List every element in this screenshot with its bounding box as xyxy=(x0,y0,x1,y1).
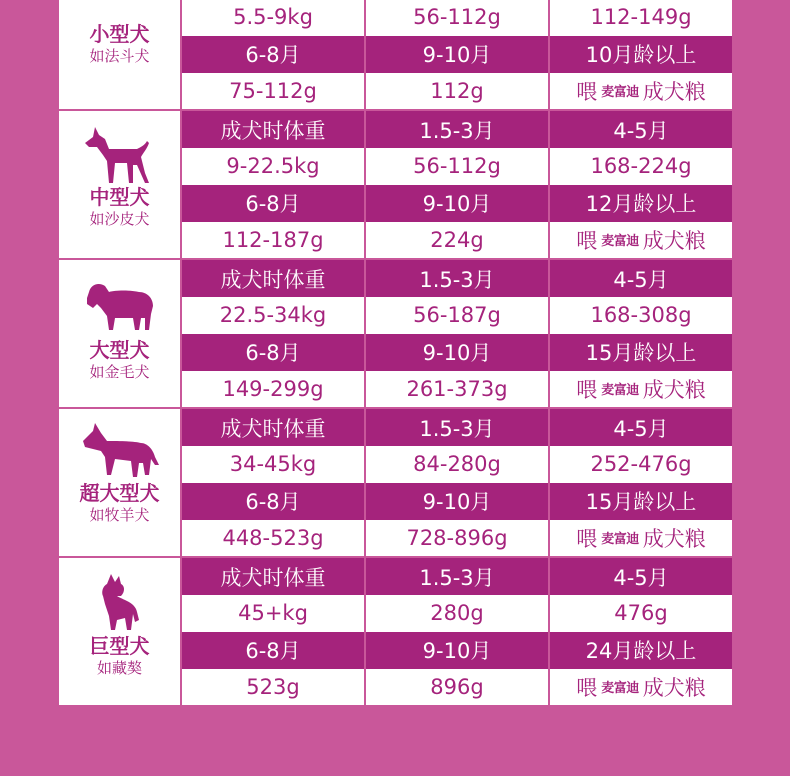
brand-logo: 麦富迪 xyxy=(601,85,639,101)
table-cell: 6-8月 xyxy=(182,185,366,222)
table-cell: 6-8月 xyxy=(182,632,366,669)
table-row xyxy=(182,148,732,185)
feed-suffix: 成犬粮 xyxy=(642,79,706,104)
table-cell: 9-10月 xyxy=(366,483,550,520)
table-cell: 476g xyxy=(614,601,668,626)
table-cell: 896g xyxy=(366,669,550,706)
feed-suffix: 成犬粮 xyxy=(642,675,706,700)
group-rows xyxy=(182,558,732,705)
table-row xyxy=(182,334,732,371)
table-cell: 45+kg xyxy=(182,595,366,632)
table-row xyxy=(182,446,732,483)
table-row xyxy=(182,73,732,110)
breed-group-small xyxy=(59,0,732,111)
table-cell: 728-896g xyxy=(366,520,550,557)
table-row xyxy=(182,0,732,36)
breed-group-extra-large xyxy=(59,409,732,558)
table-cell: 168-308g xyxy=(590,303,692,328)
table-cell: 112-149g xyxy=(590,5,692,30)
group-rows xyxy=(182,260,732,407)
feed-cell xyxy=(550,520,732,557)
feed-prefix: 喂 xyxy=(576,228,598,253)
feed-cell xyxy=(550,222,732,259)
table-cell: 168-224g xyxy=(590,154,692,179)
table-row xyxy=(182,36,732,73)
breed-cell xyxy=(59,111,182,258)
table-cell: 4-5月 xyxy=(613,267,669,292)
breed-size-label: 中型犬 xyxy=(89,185,150,210)
group-rows xyxy=(182,0,732,109)
table-cell: 261-373g xyxy=(366,371,550,408)
shepherd-icon xyxy=(75,421,165,481)
feed-prefix: 喂 xyxy=(576,675,598,700)
table-row xyxy=(182,632,732,669)
table-cell: 149-299g xyxy=(182,371,366,408)
feed-prefix: 喂 xyxy=(576,377,598,402)
table-row xyxy=(182,260,732,297)
table-cell: 6-8月 xyxy=(182,36,366,73)
table-cell: 6-8月 xyxy=(182,483,366,520)
table-cell: 4-5月 xyxy=(613,565,669,590)
table-cell: 1.5-3月 xyxy=(366,558,550,595)
breed-size-label: 小型犬 xyxy=(89,22,150,47)
table-cell: 75-112g xyxy=(182,73,366,110)
table-cell: 1.5-3月 xyxy=(366,111,550,148)
breed-cell xyxy=(59,558,182,705)
retriever-icon xyxy=(75,278,165,338)
table-cell: 成犬时体重 xyxy=(182,558,366,595)
feeding-table xyxy=(59,0,732,707)
table-cell: 9-10月 xyxy=(366,334,550,371)
table-cell: 4-5月 xyxy=(613,416,669,441)
table-cell: 523g xyxy=(182,669,366,706)
feed-suffix: 成犬粮 xyxy=(642,228,706,253)
table-row xyxy=(182,297,732,334)
breed-size-label: 巨型犬 xyxy=(89,634,150,659)
brand-logo: 麦富迪 xyxy=(601,532,639,548)
table-row xyxy=(182,669,732,706)
table-cell: 15月龄以上 xyxy=(585,490,697,515)
breed-example-label: 如金毛犬 xyxy=(89,363,150,382)
brand-logo: 麦富迪 xyxy=(601,681,639,697)
table-cell: 9-22.5kg xyxy=(182,148,366,185)
table-cell: 1.5-3月 xyxy=(366,260,550,297)
table-cell: 9-10月 xyxy=(366,632,550,669)
group-rows xyxy=(182,111,732,258)
table-cell: 22.5-34kg xyxy=(182,297,366,334)
table-row xyxy=(182,185,732,222)
breed-size-label: 超大型犬 xyxy=(79,481,160,506)
breed-example-label: 如沙皮犬 xyxy=(89,210,150,229)
table-cell: 10月龄以上 xyxy=(585,43,697,68)
feed-cell xyxy=(550,371,732,408)
breed-group-medium xyxy=(59,111,732,260)
table-cell: 56-112g xyxy=(366,0,550,36)
table-cell: 252-476g xyxy=(590,452,692,477)
table-cell: 5.5-9kg xyxy=(182,0,366,36)
table-cell: 9-10月 xyxy=(366,36,550,73)
breed-example-label: 如法斗犬 xyxy=(89,47,150,66)
table-row xyxy=(182,409,732,446)
breed-example-label: 如藏獒 xyxy=(96,659,142,678)
table-cell: 112g xyxy=(366,73,550,110)
brand-logo: 麦富迪 xyxy=(601,234,639,250)
feed-prefix: 喂 xyxy=(576,526,598,551)
table-row xyxy=(182,222,732,259)
table-cell: 34-45kg xyxy=(182,446,366,483)
table-cell: 成犬时体重 xyxy=(182,260,366,297)
table-cell: 56-187g xyxy=(366,297,550,334)
feed-suffix: 成犬粮 xyxy=(642,526,706,551)
table-cell: 224g xyxy=(366,222,550,259)
table-cell: 成犬时体重 xyxy=(182,409,366,446)
breed-cell xyxy=(59,409,182,556)
table-row xyxy=(182,595,732,632)
table-cell: 成犬时体重 xyxy=(182,111,366,148)
table-cell: 1.5-3月 xyxy=(366,409,550,446)
table-cell: 9-10月 xyxy=(366,185,550,222)
breed-size-label: 大型犬 xyxy=(89,338,150,363)
table-row xyxy=(182,111,732,148)
brand-logo: 麦富迪 xyxy=(601,383,639,399)
table-cell: 84-280g xyxy=(366,446,550,483)
breed-example-label: 如牧羊犬 xyxy=(89,506,150,525)
feed-prefix: 喂 xyxy=(576,79,598,104)
feed-cell xyxy=(550,73,732,110)
table-row xyxy=(182,371,732,408)
table-cell: 112-187g xyxy=(182,222,366,259)
table-cell: 4-5月 xyxy=(613,118,669,143)
table-cell: 448-523g xyxy=(182,520,366,557)
feed-cell xyxy=(550,669,732,706)
table-cell: 280g xyxy=(366,595,550,632)
table-cell: 12月龄以上 xyxy=(585,192,697,217)
breed-group-giant xyxy=(59,558,732,707)
breed-group-large xyxy=(59,260,732,409)
table-row xyxy=(182,483,732,520)
breed-cell xyxy=(59,260,182,407)
table-cell: 56-112g xyxy=(366,148,550,185)
doberman-icon xyxy=(75,123,165,185)
table-row xyxy=(182,558,732,595)
group-rows xyxy=(182,409,732,556)
table-cell: 15月龄以上 xyxy=(585,341,697,366)
dachshund-icon xyxy=(75,0,165,22)
mastiff-icon xyxy=(75,570,165,634)
table-cell: 6-8月 xyxy=(182,334,366,371)
table-row xyxy=(182,520,732,557)
breed-cell xyxy=(59,0,182,109)
table-cell: 24月龄以上 xyxy=(585,639,697,664)
feed-suffix: 成犬粮 xyxy=(642,377,706,402)
